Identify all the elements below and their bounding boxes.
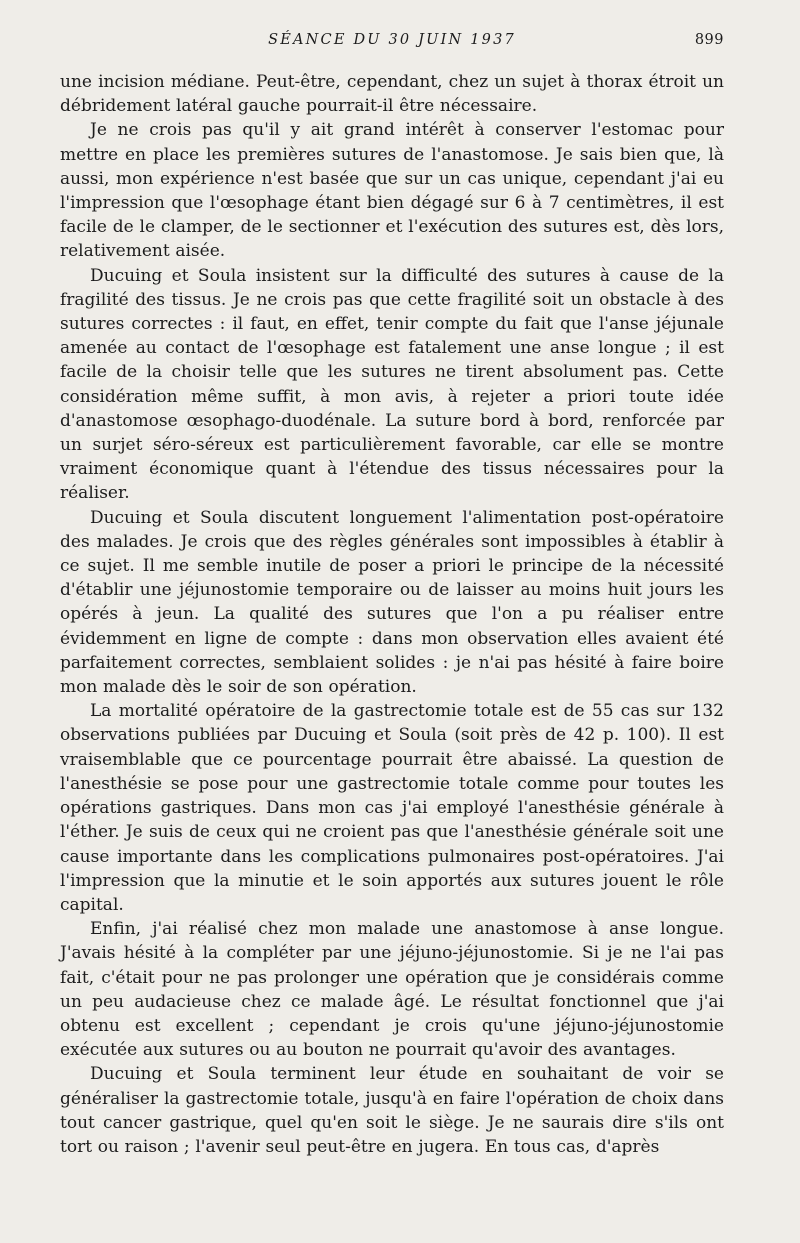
- paragraph-alimentation: Ducuing et Soula discutent longuement l'alimentation post-opératoire des malades. Je crois que des règles générales sont impossibles à établir à ce sujet. Il me semble inutile de poser a priori le principe de la nécessité d'établir une jéjunostomie temporaire ou de laisser au moins huit jours les opérés à jeun. La qualité des sutures que l'on a pu réaliser entre évidemment en ligne de compte : dans mon observation elles avaient été parfaitement correctes, semblaient solides : je n'ai pas hésité à faire boire mon malade dès le soir de son opération.: [60, 507, 724, 698]
- paragraph-conclusion: Ducuing et Soula terminent leur étude en souhaitant de voir se généraliser la gastrectomie totale, jusqu'à en faire l'opération de choix dans tout cancer gastrique, quel qu'en soit le siège. Je ne saurais dire s'ils ont tort ou raison ; l'avenir seul peut-être en jugera. En tous cas, d'après: [60, 1064, 724, 1157]
- running-title: SÉANCE DU 30 JUIN 1937: [268, 32, 516, 48]
- paragraph-mortality: La mortalité opératoire de la gastrectomie totale est de 55 cas sur 132 observations publiées par Ducuing et Soula (soit près de 42 p. 100). Il est vraisemblable que ce pourcentage pourrait être abaissé. La question de l'anesthésie se pose pour une gastrectomie totale comme pour toutes les opérations gastriques. Dans mon cas j'ai employé l'anesthésie générale à l'éther. Je suis de ceux qui ne croient pas que l'anesthésie générale soit une cause importante dans les complications pulmonaires post-opératoires. J'ai l'impression que la minutie et le soin apportés aux sutures jouent le rôle capital.: [60, 701, 724, 915]
- page-number: 899: [694, 32, 724, 48]
- paragraph-stomach: Je ne crois pas qu'il y ait grand intérêt à conserver l'estomac pour mettre en place les premières sutures de l'anastomose. Je sais bien que, là aussi, mon expérience n'est basée que sur un cas unique, cependant j'ai eu l'impression que l'œsophage étant bien dégagé sur 6 à 7 centimètres, il est facile de le clamper, de le sectionner et l'exécution des sutures est, dès lors, relativement aisée.: [60, 120, 724, 262]
- document-page: [60, 30, 724, 1159]
- body-text: [60, 70, 724, 1159]
- paragraph-continuation: une incision médiane. Peut-être, cependant, chez un sujet à thorax étroit un débridement latéral gauche pourrait-il être nécessaire.: [60, 72, 724, 117]
- page-header: [60, 30, 724, 70]
- paragraph-sutures: Ducuing et Soula insistent sur la difficulté des sutures à cause de la fragilité des tissus. Je ne crois pas que cette fragilité soit un obstacle à des sutures correctes : il faut, en effet, tenir compte du fait que l'anse jéjunale amenée au contact de l'œsophage est fatalement une anse longue ; il est facile de la choisir telle que les sutures ne tirent absolument pas. Cette considération même suffit, à mon avis, à rejeter a priori toute idée d'anastomose œsophago-duodénale. La suture bord à bord, renforcée par un surjet séro-séreux est particulièrement favorable, car elle se montre vraiment économique quant à l'étendue des tissus nécessaires pour la réaliser.: [60, 265, 724, 504]
- paragraph-anastomosis: Enfin, j'ai réalisé chez mon malade une anastomose à anse longue. J'avais hésité à la compléter par une jéjuno-jéjunostomie. Si je ne l'ai pas fait, c'était pour ne pas prolonger une opération que je considérais comme un peu audacieuse chez ce malade âgé. Le résultat fonctionnel que j'ai obtenu est excellent ; cependant je crois qu'une jéjuno-jéjunostomie exécutée aux sutures ou au bouton ne pourrait qu'avoir des avantages.: [60, 919, 724, 1061]
